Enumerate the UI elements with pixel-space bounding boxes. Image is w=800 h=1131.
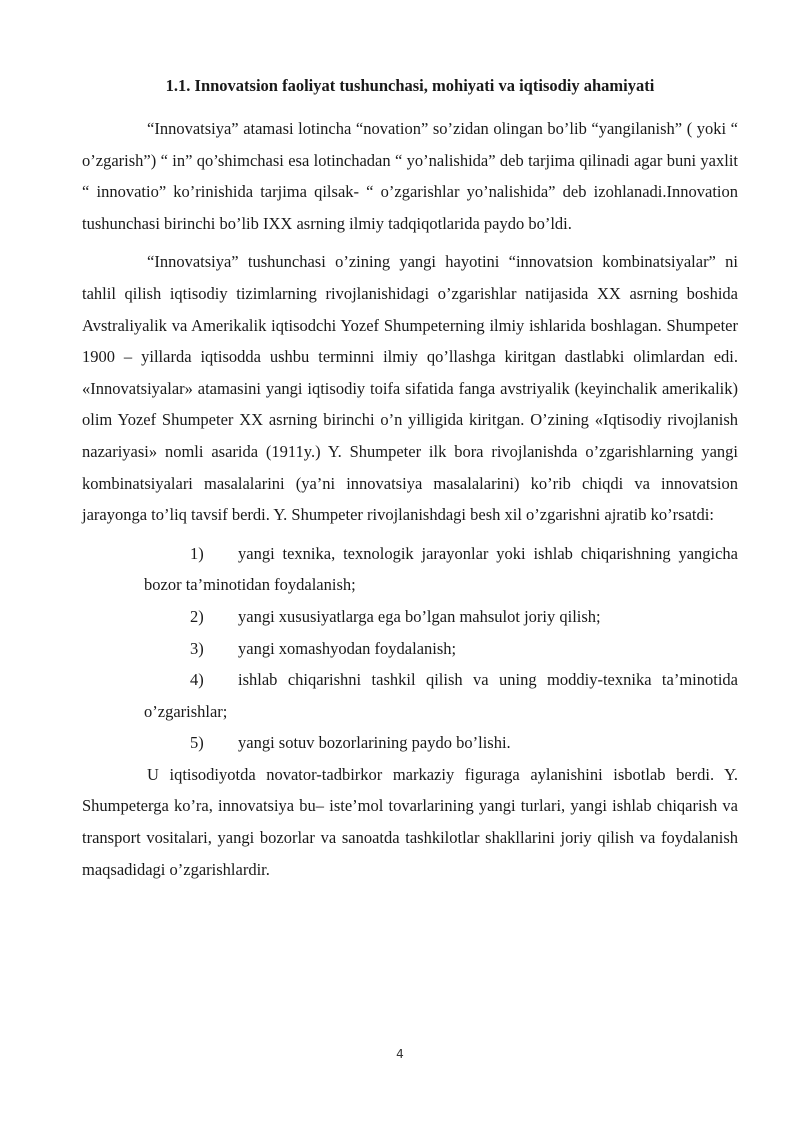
changes-list [82,538,738,759]
document-body [82,113,738,885]
list-item-number: 4) [190,670,204,690]
list-item-number: 3) [190,638,204,658]
list-item-text: ishlab chiqarishni tashkil qilish va uning moddiy-texnika ta’minotida o’zgarishlar; [144,670,738,721]
list-item [82,538,738,601]
list-item-text: yangi xususiyatlarga ega bo’lgan mahsulot joriy qilish; [238,606,601,626]
list-item [82,633,738,665]
list-item [82,727,738,759]
paragraph-shumpeter-history: “Innovatsiya” tushunchasi o’zining yangi hayotini “innovatsion kombinatsiyalar” ni tahlil qilish iqtisodiy tizimlarning rivojlanishidagi o’zgarishlar natijasida XX asrning boshida Avstraliyalik va Amerikalik iqtisodchi Yozef Shumpeterning ilmiy ishlarida boshlagan. Shumpeter 1900 – yillarda iqtisodda ushbu terminni ilmiy qo’llashga kiritgan dastlabki olimlardan edi. «Innovatsiyalar» atamasini yangi iqtisodiy toifa sifatida fanga avstriyalik (keyinchalik amerikalik) olim Yozef Shumpeter XX asrning birinchi o’n yilligida kiritgan. O’zining «Iqtisodiy rivojlanish nazariyasi» nomli asarida (1911y.) Y. Shumpeter ilk bora rivojlanishda o’zgarishlarning yangi kombinatsiyalari masalalarini (ya’ni innovatsiya masalalarini) ko’rib chiqdi va innovatsion jarayonga to’liq tavsif berdi. Y. Shumpeter rivojlanishdagi besh xil o’zgarishni ajratib ko’rsatdi: [82,252,738,525]
list-item-text: yangi xomashyodan foydalanish; [238,638,457,658]
paragraph-innovation-etymology: “Innovatsiya” atamasi lotincha “novation” so’zidan olingan bo’lib “yangilanish” ( yoki “ o’zgarish”) “ in” qo’shimchasi esa lotinchadan “ yo’nalishida” deb tarjima qilinadi agar buni yaxlit “ innovatio” ko’rinishida tarjima qilsak- “ o’zgarishlar yo’nalishida” deb izohlanadi.Innovation tushunchasi birinchi bo’lib IXX asrning ilmiy tadqiqotlarida paydo bo’ldi. [82,119,738,233]
paragraph-innovator-definition: U iqtisodiyotda novator-tadbirkor markaziy figuraga aylanishini isbotlab berdi. Y. Shumpeterga ko’ra, innovatsiya bu– iste’mol tovarlarining yangi turlari, yangi ishlab chiqarish va transport vositalari, yangi bozorlar va sanoatda tashkilotlar shakllarini joriy qilish va foydalanish maqsadidagi o’zgarishlardir. [82,764,738,879]
list-item-text: yangi texnika, texnologik jarayonlar yoki ishlab chiqarishning yangicha bozor ta’minotidan foydalanish; [144,543,738,595]
list-item [82,601,738,633]
page-number: 4 [396,1047,404,1061]
list-item [82,664,738,727]
list-item-number: 5) [190,733,204,753]
section-heading: 1.1. Innovatsion faoliyat tushunchasi, mohiyati va iqtisodiy ahamiyati [165,76,655,95]
list-item-text: yangi sotuv bozorlarining paydo bo’lishi. [238,733,511,753]
list-item-number: 2) [190,606,204,626]
list-item-number: 1) [190,543,204,563]
